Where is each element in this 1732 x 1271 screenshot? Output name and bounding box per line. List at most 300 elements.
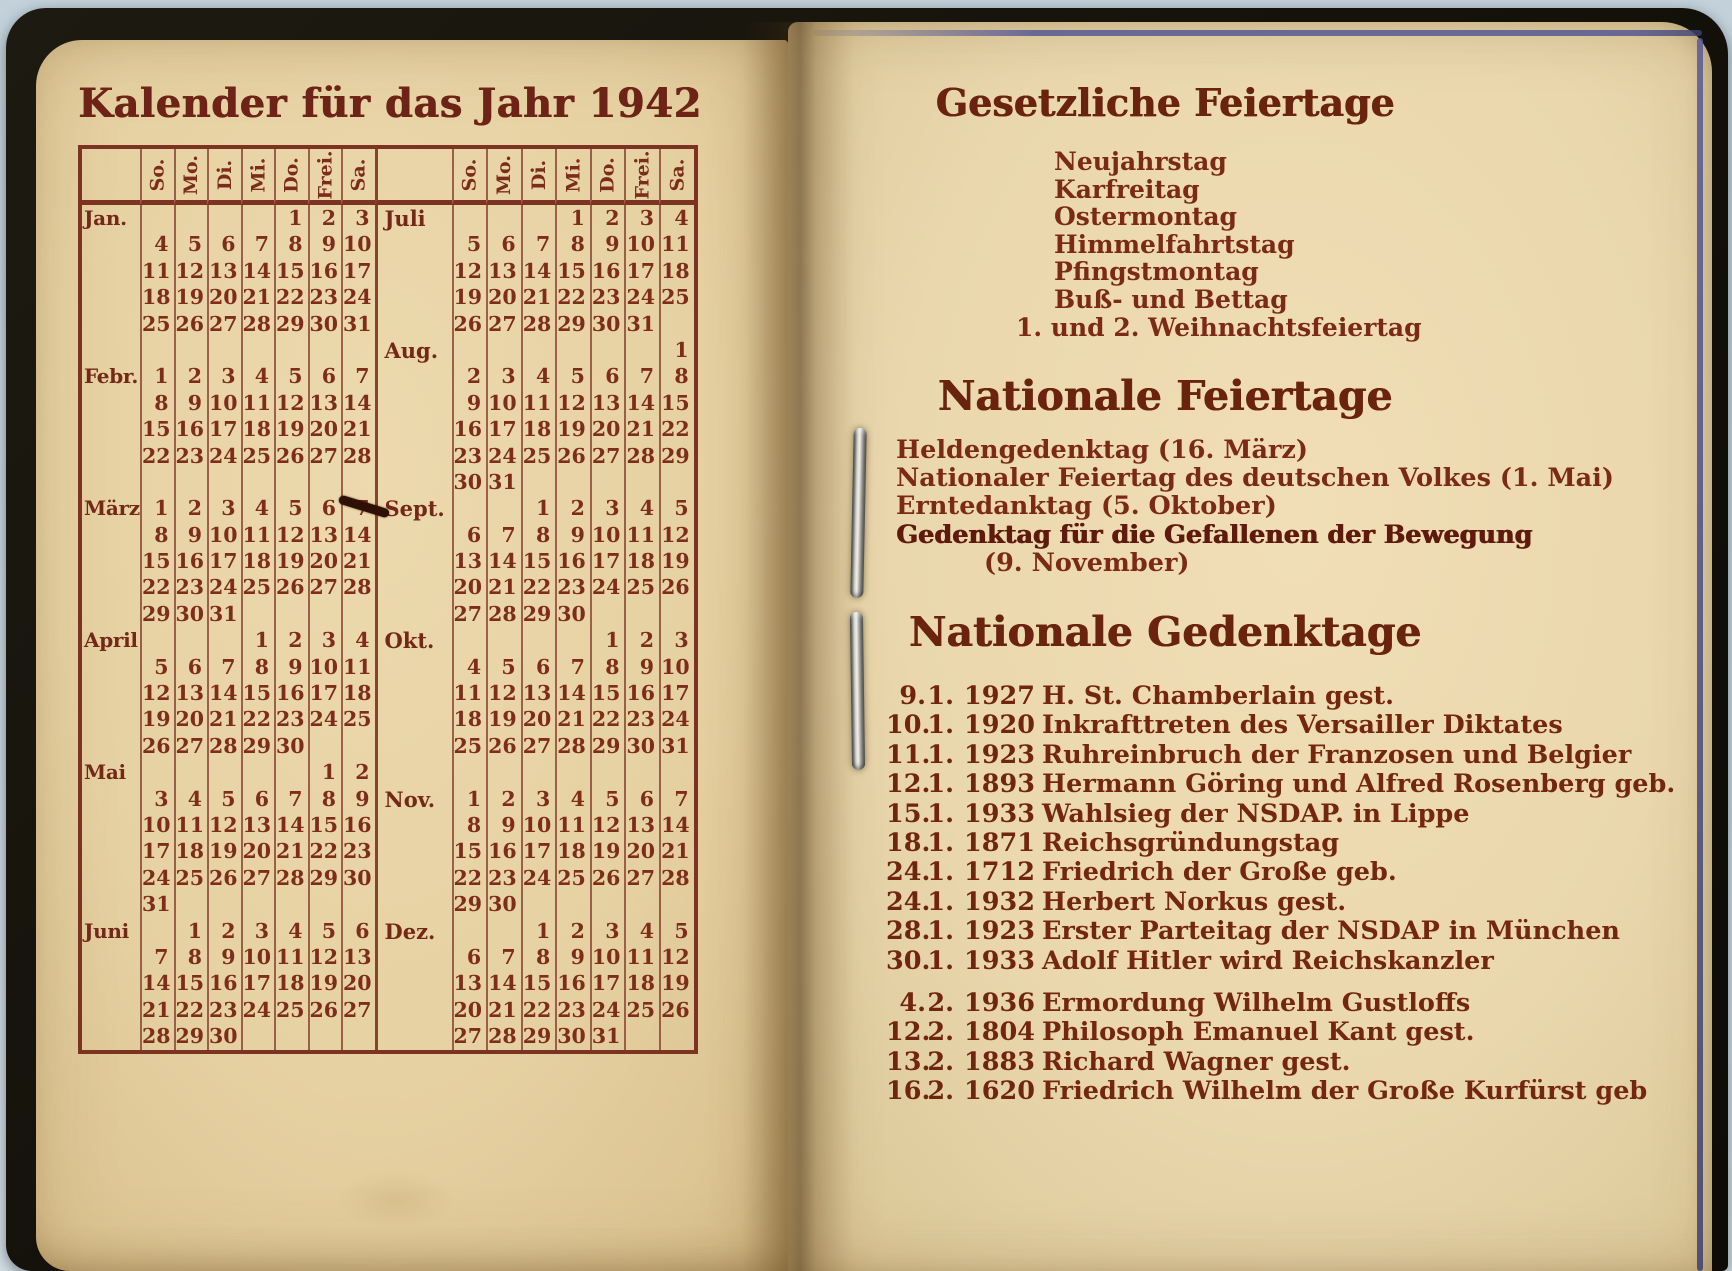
day-cell: [140, 469, 174, 495]
day-cell: 2: [174, 363, 208, 389]
memorial-entry-event: Ruhreinbruch der Franzosen und Belgier: [1042, 739, 1632, 770]
day-cell: 16: [452, 416, 487, 442]
day-cell: 26: [140, 733, 174, 759]
day-cell: [486, 759, 521, 785]
memorial-entry: [886, 1077, 1675, 1106]
day-cell: [207, 337, 241, 363]
day-cell: 15: [140, 416, 174, 442]
day-cell: 30: [555, 1023, 590, 1049]
day-cell: 30: [590, 311, 625, 337]
month-label: [375, 970, 452, 996]
month-label: [82, 812, 140, 838]
day-cell: 22: [521, 574, 556, 600]
memorial-entry-day: 18.: [886, 828, 931, 859]
day-cell: 17: [486, 416, 521, 442]
day-cell: 6: [624, 786, 659, 812]
memorial-entry-month: 1.: [927, 769, 954, 800]
day-cell: 22: [140, 574, 174, 600]
day-cell: [590, 469, 625, 495]
memorial-entry: [886, 682, 1675, 711]
day-cell: 10: [140, 812, 174, 838]
day-cell: 30: [308, 311, 342, 337]
day-cell: 3: [207, 495, 241, 521]
memorial-entry: [886, 711, 1675, 740]
memorial-entry-day: 4.: [899, 988, 926, 1019]
day-cell: 17: [521, 838, 556, 864]
day-cell: 23: [341, 838, 375, 864]
day-cell: 28: [624, 443, 659, 469]
memorial-entry-month: 1.: [927, 828, 954, 859]
month-label: Jan.: [84, 206, 127, 230]
month-label: [375, 231, 452, 257]
national-holiday-item: Nationaler Feiertag des deutschen Volkes (1. Mai): [896, 463, 1614, 494]
day-cell: 8: [452, 812, 487, 838]
day-cell: 20: [624, 838, 659, 864]
memorial-entry-month: 1.: [927, 739, 954, 770]
day-cell: 17: [140, 838, 174, 864]
day-cell: 28: [241, 311, 275, 337]
day-cell: 8: [308, 786, 342, 812]
day-cell: 11: [521, 390, 556, 416]
day-cell: 15: [590, 680, 625, 706]
day-cell: 9: [174, 522, 208, 548]
day-cell: 27: [590, 443, 625, 469]
day-cell: 13: [590, 390, 625, 416]
day-cell: 24: [659, 706, 694, 732]
day-cell: 3: [659, 627, 694, 653]
day-cell: [140, 918, 174, 944]
memorial-entry: [886, 947, 1675, 976]
month-label: Okt.: [375, 627, 452, 653]
day-cell: 25: [341, 706, 375, 732]
day-cell: 1: [308, 759, 342, 785]
day-cell: 3: [624, 205, 659, 231]
day-cell: 27: [486, 311, 521, 337]
day-cell: 26: [590, 865, 625, 891]
memorial-entry-month: 1.: [927, 945, 954, 976]
memorial-entry-day: 24.: [886, 886, 931, 917]
day-cell: [174, 759, 208, 785]
memorial-entry-year: 1933: [964, 945, 1035, 976]
month-label: [375, 865, 452, 891]
day-cell: 31: [624, 311, 659, 337]
day-cell: 2: [486, 786, 521, 812]
day-cell: 17: [241, 970, 275, 996]
day-header-label: Mi.: [247, 157, 270, 192]
day-cell: 1: [555, 205, 590, 231]
day-cell: 17: [308, 680, 342, 706]
day-cell: 26: [555, 443, 590, 469]
month-label: [375, 654, 452, 680]
day-cell: 30: [624, 733, 659, 759]
memorial-entry-event: Friedrich Wilhelm der Große Kurfürst geb: [1042, 1076, 1648, 1107]
day-cell: 31: [486, 469, 521, 495]
day-cell: 4: [241, 363, 275, 389]
day-cell: 24: [521, 865, 556, 891]
day-cell: [659, 1023, 694, 1049]
day-header-label: Di.: [527, 159, 550, 190]
day-cell: 12: [452, 258, 487, 284]
day-cell: [341, 337, 375, 363]
day-cell: 3: [590, 495, 625, 521]
day-cell: [341, 469, 375, 495]
month-label: [375, 258, 452, 284]
memorial-entry-month: 1.: [927, 916, 954, 947]
day-cell: 26: [452, 311, 487, 337]
month-label: [375, 601, 452, 627]
day-cell: 11: [241, 522, 275, 548]
day-cell: 20: [341, 970, 375, 996]
day-cell: 12: [659, 522, 694, 548]
day-cell: 23: [555, 574, 590, 600]
memorial-entry-month: 2.: [927, 1017, 954, 1048]
day-cell: 4: [452, 654, 487, 680]
day-cell: [241, 891, 275, 917]
day-cell: 30: [486, 891, 521, 917]
day-cell: 15: [140, 548, 174, 574]
memorial-entry-year: 1923: [964, 916, 1035, 947]
day-cell: 25: [274, 997, 308, 1023]
day-cell: [241, 469, 275, 495]
day-cell: [659, 311, 694, 337]
day-cell: [486, 205, 521, 231]
memorial-entry-year: 1883: [964, 1046, 1035, 1077]
day-cell: 21: [241, 284, 275, 310]
day-cell: [452, 205, 487, 231]
month-label: [375, 416, 452, 442]
day-cell: 18: [274, 970, 308, 996]
month-label: Aug.: [375, 337, 452, 363]
day-cell: 19: [274, 548, 308, 574]
memorial-entry-day: 10.: [886, 710, 931, 741]
day-cell: 22: [659, 416, 694, 442]
day-cell: 24: [207, 443, 241, 469]
day-cell: [555, 627, 590, 653]
day-cell: 26: [659, 574, 694, 600]
day-header: [486, 149, 521, 205]
day-cell: 19: [308, 970, 342, 996]
day-cell: 13: [174, 680, 208, 706]
month-label: [82, 258, 140, 284]
day-cell: 11: [624, 522, 659, 548]
memorial-days-title: Nationale Gedenktage: [908, 608, 1422, 656]
month-label: [375, 443, 452, 469]
day-cell: 29: [274, 311, 308, 337]
day-cell: [308, 337, 342, 363]
day-cell: [590, 337, 625, 363]
day-cell: 19: [486, 706, 521, 732]
calendar-corner-cell: [82, 149, 140, 205]
day-cell: [241, 759, 275, 785]
day-cell: 25: [521, 443, 556, 469]
day-cell: 19: [452, 284, 487, 310]
month-label: [375, 574, 452, 600]
memorial-entry: [886, 989, 1675, 1018]
day-cell: [486, 627, 521, 653]
day-cell: 17: [590, 548, 625, 574]
day-cell: 4: [241, 495, 275, 521]
day-cell: 19: [659, 548, 694, 574]
day-cell: 18: [659, 258, 694, 284]
day-cell: [624, 601, 659, 627]
day-cell: 28: [521, 311, 556, 337]
day-cell: 9: [207, 944, 241, 970]
day-cell: 24: [590, 997, 625, 1023]
day-cell: 26: [308, 997, 342, 1023]
day-header-label: Frei.: [314, 149, 337, 200]
day-cell: 22: [308, 838, 342, 864]
staple-bottom: [850, 612, 865, 770]
day-cell: 23: [174, 574, 208, 600]
day-cell: [341, 891, 375, 917]
day-header-label: Di.: [213, 159, 236, 190]
memorial-entry-event: Wahlsieg der NSDAP. in Lippe: [1042, 798, 1470, 829]
month-label: [375, 680, 452, 706]
month-label: [82, 786, 140, 812]
day-cell: 29: [521, 1023, 556, 1049]
day-cell: 4: [624, 918, 659, 944]
day-cell: 24: [241, 997, 275, 1023]
day-cell: 20: [241, 838, 275, 864]
month-label: [82, 443, 140, 469]
day-cell: 16: [590, 258, 625, 284]
day-cell: 19: [140, 706, 174, 732]
day-cell: 10: [486, 390, 521, 416]
day-cell: 10: [624, 231, 659, 257]
day-cell: 23: [555, 997, 590, 1023]
day-header-label: Do.: [280, 156, 303, 193]
month-label: [82, 522, 140, 548]
day-cell: 24: [486, 443, 521, 469]
memorial-entry-year: 1933: [964, 798, 1035, 829]
day-cell: 15: [555, 258, 590, 284]
day-cell: 2: [555, 495, 590, 521]
national-holiday-item: Erntedanktag (5. Oktober): [896, 491, 1277, 522]
day-cell: [308, 891, 342, 917]
day-cell: 8: [555, 231, 590, 257]
day-cell: 26: [274, 574, 308, 600]
day-cell: 17: [207, 548, 241, 574]
day-cell: 9: [308, 231, 342, 257]
day-cell: [624, 891, 659, 917]
memorial-entry-day: 24.: [886, 857, 931, 888]
day-cell: [207, 205, 241, 231]
day-cell: 8: [274, 231, 308, 257]
day-cell: 25: [174, 865, 208, 891]
day-cell: 19: [174, 284, 208, 310]
day-cell: 7: [241, 231, 275, 257]
day-cell: 18: [241, 548, 275, 574]
month-label: [375, 997, 452, 1023]
day-cell: [555, 337, 590, 363]
day-cell: 8: [174, 944, 208, 970]
day-cell: 6: [308, 495, 342, 521]
month-label: Nov.: [375, 786, 452, 812]
memorial-entry-event: Inkrafttreten des Versailler Diktates: [1042, 710, 1563, 741]
day-cell: 13: [452, 970, 487, 996]
day-cell: 21: [659, 838, 694, 864]
day-cell: 7: [486, 522, 521, 548]
day-cell: 7: [521, 231, 556, 257]
day-cell: 26: [174, 311, 208, 337]
day-header-label: Mi.: [562, 157, 585, 192]
day-cell: 19: [207, 838, 241, 864]
month-label: [375, 891, 452, 917]
day-cell: 16: [308, 258, 342, 284]
day-cell: 2: [308, 205, 342, 231]
day-cell: 15: [308, 812, 342, 838]
day-cell: 28: [341, 443, 375, 469]
day-cell: 27: [452, 601, 487, 627]
day-header: [555, 149, 590, 205]
day-cell: [521, 337, 556, 363]
day-cell: [624, 1023, 659, 1049]
day-cell: [241, 1023, 275, 1049]
day-cell: [624, 337, 659, 363]
day-cell: 21: [207, 706, 241, 732]
legal-holidays-title: Gesetzliche Feiertage: [935, 80, 1395, 125]
memorial-entry-event: Friedrich der Große geb.: [1042, 857, 1397, 888]
day-cell: 29: [308, 865, 342, 891]
day-cell: 10: [241, 944, 275, 970]
national-holidays-list: [896, 435, 1614, 578]
day-cell: 3: [140, 786, 174, 812]
day-cell: 19: [659, 970, 694, 996]
day-cell: 28: [274, 865, 308, 891]
day-cell: [555, 469, 590, 495]
page-edge-line-right: [1697, 38, 1703, 1271]
day-cell: 6: [341, 918, 375, 944]
day-cell: 16: [207, 970, 241, 996]
day-cell: [452, 759, 487, 785]
day-cell: [555, 759, 590, 785]
calendar-corner-cell: [375, 149, 452, 205]
day-cell: 21: [624, 416, 659, 442]
memorial-entry-month: 1.: [927, 710, 954, 741]
day-cell: 8: [521, 522, 556, 548]
day-cell: 15: [274, 258, 308, 284]
day-cell: 1: [140, 363, 174, 389]
day-cell: 3: [590, 918, 625, 944]
day-header: [140, 149, 174, 205]
month-label: Mai: [84, 760, 126, 785]
month-label: [375, 812, 452, 838]
day-cell: 5: [555, 363, 590, 389]
month-label: [82, 390, 140, 416]
day-cell: 5: [308, 918, 342, 944]
month-label: [82, 548, 140, 574]
day-cell: 5: [659, 918, 694, 944]
national-holidays-title: Nationale Feiertage: [937, 372, 1393, 420]
day-header-label: So.: [458, 158, 481, 191]
memorial-entry-month: 1.: [927, 681, 954, 711]
day-cell: 13: [486, 258, 521, 284]
day-cell: 14: [555, 680, 590, 706]
day-cell: 14: [624, 390, 659, 416]
day-cell: 7: [274, 786, 308, 812]
day-cell: 3: [241, 918, 275, 944]
day-cell: [274, 759, 308, 785]
day-cell: 22: [555, 284, 590, 310]
memorial-entry-day: 15.: [886, 798, 931, 829]
day-cell: 23: [486, 865, 521, 891]
month-label: [82, 337, 140, 363]
day-cell: 6: [207, 231, 241, 257]
day-cell: 13: [308, 390, 342, 416]
day-cell: [274, 1023, 308, 1049]
day-cell: [140, 337, 174, 363]
day-cell: 2: [274, 627, 308, 653]
legal-holiday-item: Buß- und Bettag: [1054, 284, 1288, 314]
day-cell: 1: [274, 205, 308, 231]
day-cell: 22: [452, 865, 487, 891]
month-label: [82, 891, 140, 917]
memorial-entry-year: 1923: [964, 739, 1035, 770]
day-cell: 1: [452, 786, 487, 812]
day-cell: 16: [486, 838, 521, 864]
month-label: [82, 944, 140, 970]
day-cell: [590, 891, 625, 917]
day-cell: 29: [452, 891, 487, 917]
month-label: [82, 284, 140, 310]
memorial-entry-month: 1.: [927, 857, 954, 888]
day-cell: 23: [308, 284, 342, 310]
day-cell: 22: [521, 997, 556, 1023]
day-cell: 19: [555, 416, 590, 442]
memorial-entry-day: 28.: [886, 916, 931, 947]
memorial-entry: [886, 770, 1675, 799]
day-cell: [521, 469, 556, 495]
month-label: [82, 838, 140, 864]
month-label: [82, 654, 140, 680]
memorial-entry: [886, 858, 1675, 887]
national-holiday-item: (9. November): [984, 547, 1190, 578]
day-cell: 29: [140, 601, 174, 627]
day-cell: 6: [590, 363, 625, 389]
day-cell: 13: [521, 680, 556, 706]
month-label: [375, 284, 452, 310]
day-cell: 9: [341, 786, 375, 812]
day-cell: 7: [659, 786, 694, 812]
day-header: [590, 149, 625, 205]
day-cell: [659, 759, 694, 785]
day-cell: 30: [555, 601, 590, 627]
memorial-entry-day: 12.: [886, 1017, 931, 1048]
day-cell: [521, 759, 556, 785]
day-cell: 6: [241, 786, 275, 812]
month-label: [375, 838, 452, 864]
month-label: [82, 997, 140, 1023]
day-cell: 12: [274, 522, 308, 548]
day-cell: 9: [274, 654, 308, 680]
month-label: [375, 522, 452, 548]
day-cell: 4: [521, 363, 556, 389]
right-page: [788, 22, 1712, 1271]
day-cell: 16: [174, 416, 208, 442]
day-cell: [308, 733, 342, 759]
memorial-entry-event: Adolf Hitler wird Reichskanzler: [1042, 945, 1494, 976]
memorial-entry-day: 16.: [886, 1076, 931, 1107]
day-cell: 23: [207, 997, 241, 1023]
month-label: [375, 548, 452, 574]
day-cell: 30: [452, 469, 487, 495]
memorial-entry: [886, 888, 1675, 917]
day-cell: 18: [624, 970, 659, 996]
day-cell: 24: [624, 284, 659, 310]
day-cell: 18: [174, 838, 208, 864]
legal-holiday-item: 1. und 2. Weihnachtsfeiertag: [1016, 312, 1422, 342]
day-cell: 15: [174, 970, 208, 996]
